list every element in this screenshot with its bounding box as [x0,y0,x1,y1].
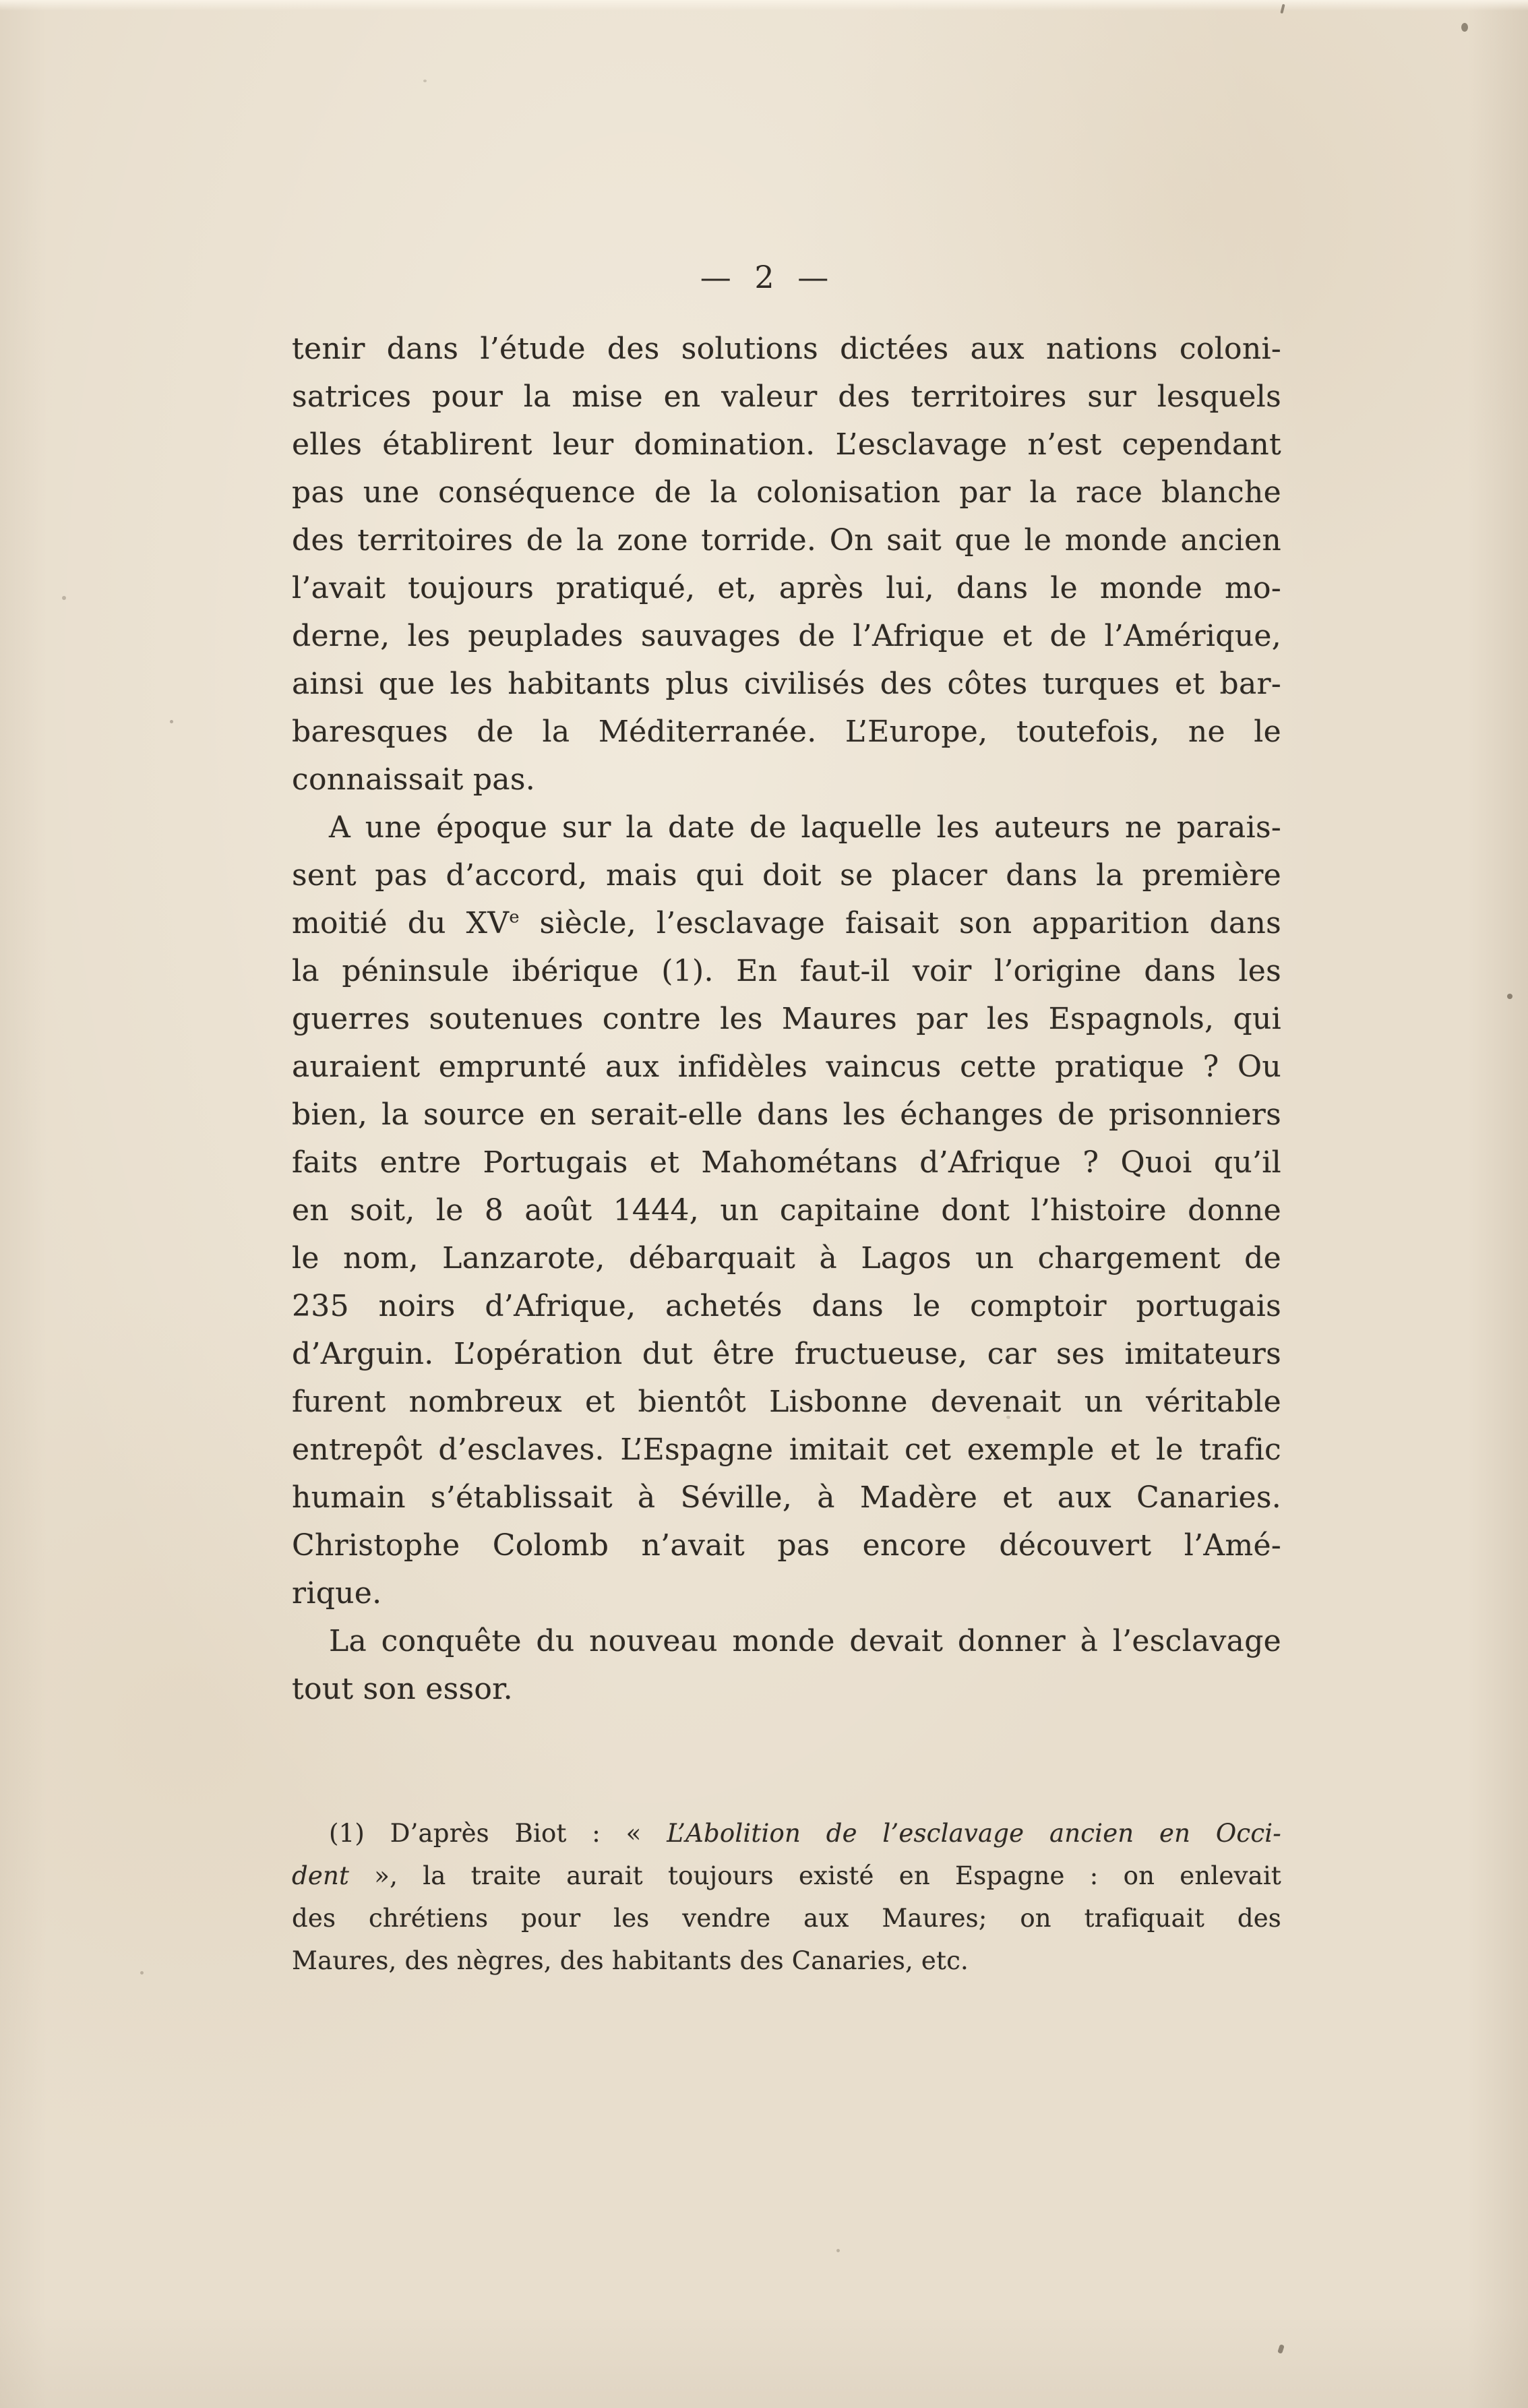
text-line [292,1855,1281,1897]
text-line [292,995,1281,1043]
ink-speck [1154,446,1157,449]
text-line [292,612,1281,660]
text-line [292,1139,1281,1186]
text-run: 235 noirs d’Afrique, achetés dans le comptoir portugais [292,1289,1281,1323]
ink-speck [170,720,173,723]
text-line [292,1234,1281,1282]
text-line [292,421,1281,469]
text-run: L’Abolition de l’esclavage ancien en Occi- [667,1819,1281,1848]
text-run: Maures, des nègres, des habitants des Canaries, etc. [292,1946,969,1975]
text-line [292,756,1281,804]
ink-speck [62,596,66,600]
text-run: e [509,907,520,928]
footnote [292,1812,1281,1982]
ink-speck [1277,2344,1285,2354]
text-line [292,1569,1281,1617]
text-run: des territoires de la zone torride. On sait que le monde ancien [292,523,1281,558]
text-line [292,899,1281,947]
text-run: La conquête du nouveau monde devait donner à l’esclavage [329,1624,1281,1658]
text-run: baresques de la Méditerranée. L’Europe, toutefois, ne le [292,715,1281,749]
text-run: tout son essor. [292,1672,513,1706]
text-line [292,660,1281,708]
ink-speck [1006,1416,1010,1419]
text-line [292,1426,1281,1474]
main-text [292,325,1281,1713]
text-run: satrices pour la mise en valeur des territoires sur lesquels [292,380,1281,414]
text-run: furent nombreux et bientôt Lisbonne devenait un véritable [292,1385,1281,1419]
text-run: (1) D’après Biot : « [329,1819,667,1848]
text-run: l’avait toujours pratiqué, et, après lui, dans le monde mo- [292,571,1281,605]
text-run: tenir dans l’étude des solutions dictées aux nations coloni- [292,332,1281,366]
text-line [292,947,1281,995]
text-run: guerres soutenues contre les Maures par les Espagnols, qui [292,1002,1281,1036]
text-run: ainsi que les habitants plus civilisés des côtes turques et bar- [292,667,1281,701]
text-line [292,325,1281,373]
ink-speck [1280,4,1285,14]
text-run: dent [292,1861,350,1890]
page-number: — 2 — [700,259,830,295]
text-line [292,1939,1281,1982]
text-run: d’Arguin. L’opération dut être fructueuse, car ses imitateurs [292,1337,1281,1371]
text-run: pas une conséquence de la colonisation par la race blanche [292,475,1281,510]
text-run: entrepôt d’esclaves. L’Espagne imitait cet exemple et le trafic [292,1433,1281,1467]
text-run: rique. [292,1576,382,1611]
text-line [292,1897,1281,1939]
text-run: Christophe Colomb n’avait pas encore découvert l’Amé- [292,1528,1281,1563]
text-line [292,1378,1281,1426]
text-run: des chrétiens pour les vendre aux Maures; on trafiquait des [292,1904,1281,1933]
text-run: siècle, l’esclavage faisait son apparition dans [519,906,1281,940]
ink-speck [140,1971,144,1975]
text-line [292,1522,1281,1569]
text-line [292,516,1281,564]
ink-speck [423,80,427,82]
text-line [292,708,1281,756]
text-run: A une époque sur la date de laquelle les auteurs ne parais- [329,810,1281,845]
text-line [292,373,1281,421]
text-line [292,1091,1281,1139]
text-run: sent pas d’accord, mais qui doit se placer dans la première [292,858,1281,893]
text-run: en soit, le 8 août 1444, un capitaine dont l’histoire donne [292,1193,1281,1228]
text-line [292,1330,1281,1378]
text-line [292,564,1281,612]
text-run: derne, les peuplades sauvages de l’Afrique et de l’Amérique, [292,619,1281,653]
text-run: humain s’établissait à Séville, à Madère et aux Canaries. [292,1480,1281,1515]
text-run: la péninsule ibérique (1). En faut-il voir l’origine dans les [292,954,1281,988]
text-line [292,469,1281,516]
text-line [292,1282,1281,1330]
text-line [292,1186,1281,1234]
text-run: elles établirent leur domination. L’esclavage n’est cependant [292,427,1281,462]
text-line [292,1474,1281,1522]
text-line [292,1665,1281,1713]
text-line [292,1043,1281,1091]
text-line [292,851,1281,899]
text-line [292,804,1281,851]
text-run: connaissait pas. [292,762,536,797]
text-line [292,1812,1281,1855]
text-run: le nom, Lanzarote, débarquait à Lagos un chargement de [292,1241,1281,1275]
text-run: bien, la source en serait-elle dans les échanges de prisonniers [292,1097,1281,1132]
text-run: », la traite aurait toujours existé en Espagne : on enlevait [349,1861,1281,1890]
ink-speck [1461,23,1468,32]
ink-speck [1507,994,1512,999]
text-run: faits entre Portugais et Mahométans d’Afrique ? Quoi qu’il [292,1145,1281,1180]
text-line [292,1617,1281,1665]
text-run: auraient emprunté aux infidèles vaincus cette pratique ? Ou [292,1050,1281,1084]
ink-speck [836,2249,840,2252]
text-run: moitié du XV [292,906,510,940]
